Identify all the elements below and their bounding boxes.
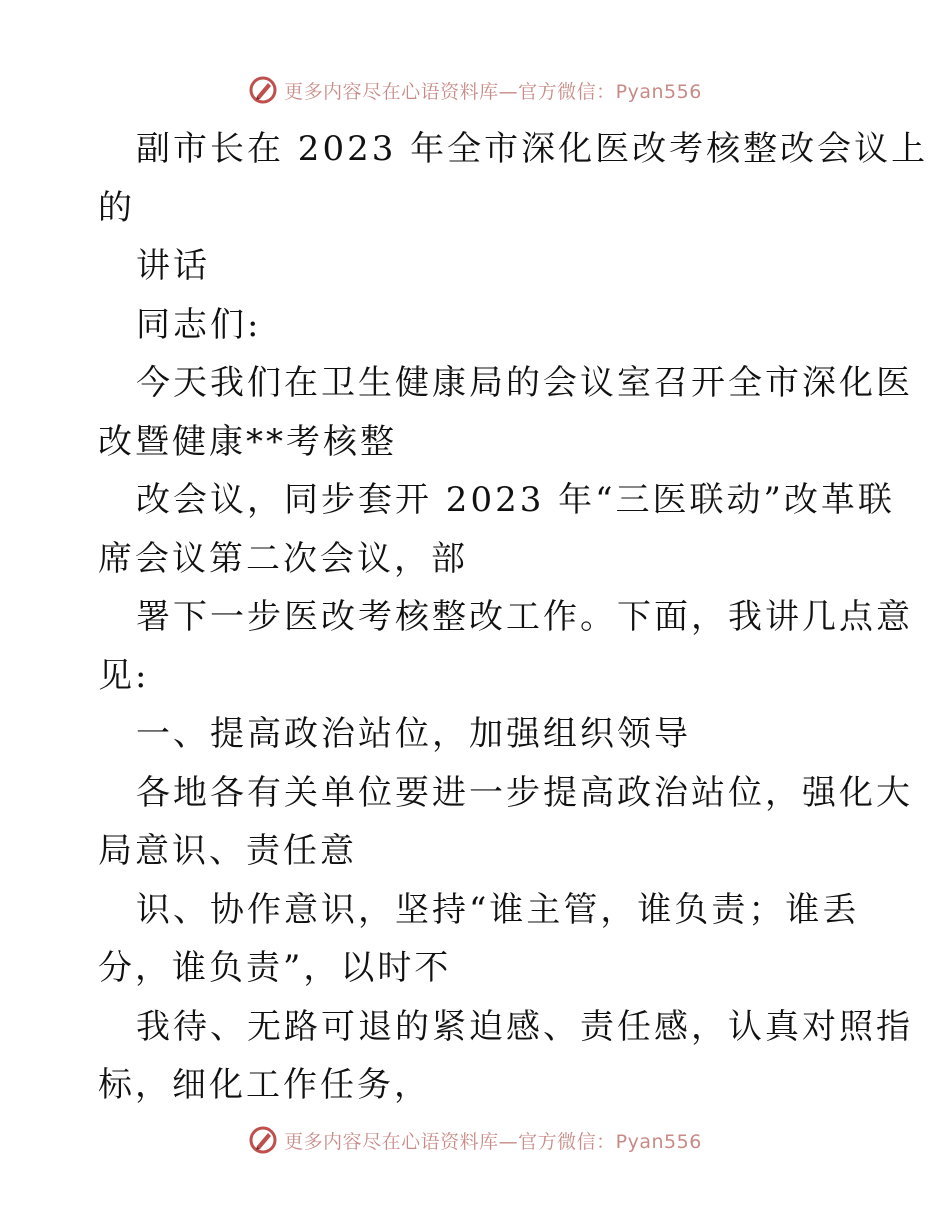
header-banner [0,70,950,110]
footer-banner [0,1120,950,1160]
document-line: 署下一步医改考核整改工作。下面，我讲几点意 [136,597,913,637]
document-line: 改会议，同步套开 2023 年“三医联动”改革联 [136,480,895,520]
document-line: 标，细化工作任务， [98,1065,431,1105]
document-line: 改暨健康**考核整 [98,421,397,462]
document-line: 一、提高政治站位，加强组织领导 [136,714,691,754]
document-body [98,120,929,1115]
document-line: 副市长在 2023 年全市深化医改考核整改会议上 [136,129,929,169]
pen-circle-logo-icon [248,1125,278,1155]
document-line: 同志们: [136,304,262,345]
document-line: 各地各有关单位要进一步提高政治站位，强化大 [136,772,913,813]
document-line: 的 [98,187,135,228]
document-line: 识、协作意识，坚持“谁主管，谁负责；谁丢 [136,889,860,930]
document-line: 分，谁负责”，以时不 [98,948,452,988]
document-line: 席会议第二次会议，部 [98,538,468,579]
document-line: 讲话 [136,246,210,286]
pen-circle-logo-icon [248,75,278,105]
document-line: 今天我们在卫生健康局的会议室召开全市深化医 [136,363,913,403]
document-line: 见: [98,655,150,696]
header-banner-text: 更多内容尽在心语资料库—官方微信：Pyan556 [284,80,702,103]
document-line: 我待、无路可退的紧迫感、责任感，认真对照指 [136,1006,913,1047]
document-line: 局意识、责任意 [98,831,357,871]
footer-banner-text: 更多内容尽在心语资料库—官方微信：Pyan556 [284,1130,702,1153]
